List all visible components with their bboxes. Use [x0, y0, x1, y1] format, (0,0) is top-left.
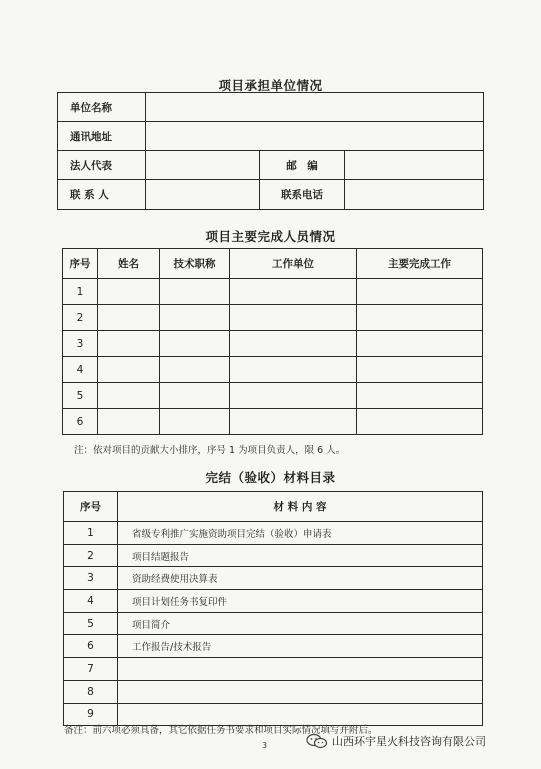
legal-rep-label: 法人代表 [58, 151, 146, 180]
page-number: 3 [262, 741, 268, 750]
workplace-cell[interactable] [230, 279, 357, 305]
work-cell[interactable] [357, 279, 483, 305]
table-row [64, 680, 483, 703]
material-item[interactable] [118, 658, 483, 681]
workplace-cell[interactable] [230, 331, 357, 357]
section1-title: 项目承担单位情况 [218, 78, 323, 93]
material-item: 省级专利推广实施资助项目完结（验收）申请表 [118, 522, 483, 545]
title-cell[interactable] [160, 331, 230, 357]
row-number: 4 [64, 590, 118, 613]
row-number: 2 [63, 305, 98, 331]
workplace-cell[interactable] [230, 383, 357, 409]
workplace-cell[interactable] [230, 357, 357, 383]
table-row [64, 544, 483, 567]
col-header-main-work: 主要完成工作 [357, 249, 483, 279]
work-cell[interactable] [357, 305, 483, 331]
table-row [63, 279, 483, 305]
work-cell[interactable] [357, 331, 483, 357]
table-row [63, 383, 483, 409]
postcode-field[interactable] [345, 151, 484, 180]
row-number: 7 [64, 658, 118, 681]
col-header-name: 姓名 [98, 249, 160, 279]
section3-title: 完结（验收）材料目录 [205, 470, 336, 485]
col-header-no: 序号 [63, 249, 98, 279]
col-header-title: 技术职称 [160, 249, 230, 279]
personnel-note: 注：依对项目的贡献大小排序，序号 1 为项目负责人，限 6 人。 [74, 445, 346, 456]
row-number: 3 [63, 331, 98, 357]
name-cell[interactable] [98, 279, 160, 305]
material-item: 项目计划任务书复印件 [118, 590, 483, 613]
row-number: 6 [63, 409, 98, 435]
row-number: 3 [64, 567, 118, 590]
name-cell[interactable] [98, 357, 160, 383]
address-field[interactable] [146, 122, 484, 151]
name-cell[interactable] [98, 305, 160, 331]
name-cell[interactable] [98, 383, 160, 409]
row-number: 4 [63, 357, 98, 383]
title-cell[interactable] [160, 357, 230, 383]
col-header-content: 材 料 内 容 [118, 492, 483, 522]
table-row [63, 331, 483, 357]
title-cell[interactable] [160, 305, 230, 331]
col-header-workplace: 工作单位 [230, 249, 357, 279]
contact-label: 联 系 人 [58, 180, 146, 210]
table-row [64, 612, 483, 635]
work-cell[interactable] [357, 409, 483, 435]
row-number: 2 [64, 544, 118, 567]
phone-label: 联系电话 [260, 180, 345, 210]
row-number: 8 [64, 680, 118, 703]
workplace-cell[interactable] [230, 305, 357, 331]
table-row [64, 635, 483, 658]
row-number: 6 [64, 635, 118, 658]
material-item[interactable] [118, 680, 483, 703]
material-item: 项目简介 [118, 612, 483, 635]
table-row [63, 305, 483, 331]
table-row [64, 658, 483, 681]
title-cell[interactable] [160, 383, 230, 409]
row-number: 1 [64, 522, 118, 545]
address-label: 通讯地址 [58, 122, 146, 151]
postcode-label: 邮 编 [260, 151, 345, 180]
name-cell[interactable] [98, 331, 160, 357]
row-number: 9 [64, 703, 118, 726]
table-row [63, 409, 483, 435]
unit-name-field[interactable] [146, 93, 484, 122]
table-row [64, 590, 483, 613]
title-cell[interactable] [160, 409, 230, 435]
col-header-no: 序号 [64, 492, 118, 522]
materials-table [63, 491, 483, 726]
material-item: 项目结题报告 [118, 544, 483, 567]
work-cell[interactable] [357, 357, 483, 383]
material-item: 工作报告/技术报告 [118, 635, 483, 658]
wechat-icon [306, 733, 328, 749]
work-cell[interactable] [357, 383, 483, 409]
unit-info-table [57, 92, 484, 210]
personnel-table [62, 248, 483, 435]
legal-rep-field[interactable] [146, 151, 260, 180]
unit-name-label: 单位名称 [58, 93, 146, 122]
materials-note: 备注：前六项必须具备，其它依据任务书要求和项目实际情况填写并附后。 [64, 725, 378, 736]
table-row [64, 567, 483, 590]
contact-field[interactable] [146, 180, 260, 210]
table-row [64, 522, 483, 545]
watermark [306, 733, 486, 749]
row-number: 5 [63, 383, 98, 409]
watermark-text: 山西环宇星火科技咨询有限公司 [332, 735, 486, 748]
section2-title: 项目主要完成人员情况 [205, 229, 336, 244]
material-item: 资助经费使用决算表 [118, 567, 483, 590]
table-row [63, 357, 483, 383]
title-cell[interactable] [160, 279, 230, 305]
workplace-cell[interactable] [230, 409, 357, 435]
name-cell[interactable] [98, 409, 160, 435]
phone-field[interactable] [345, 180, 484, 210]
row-number: 1 [63, 279, 98, 305]
row-number: 5 [64, 612, 118, 635]
